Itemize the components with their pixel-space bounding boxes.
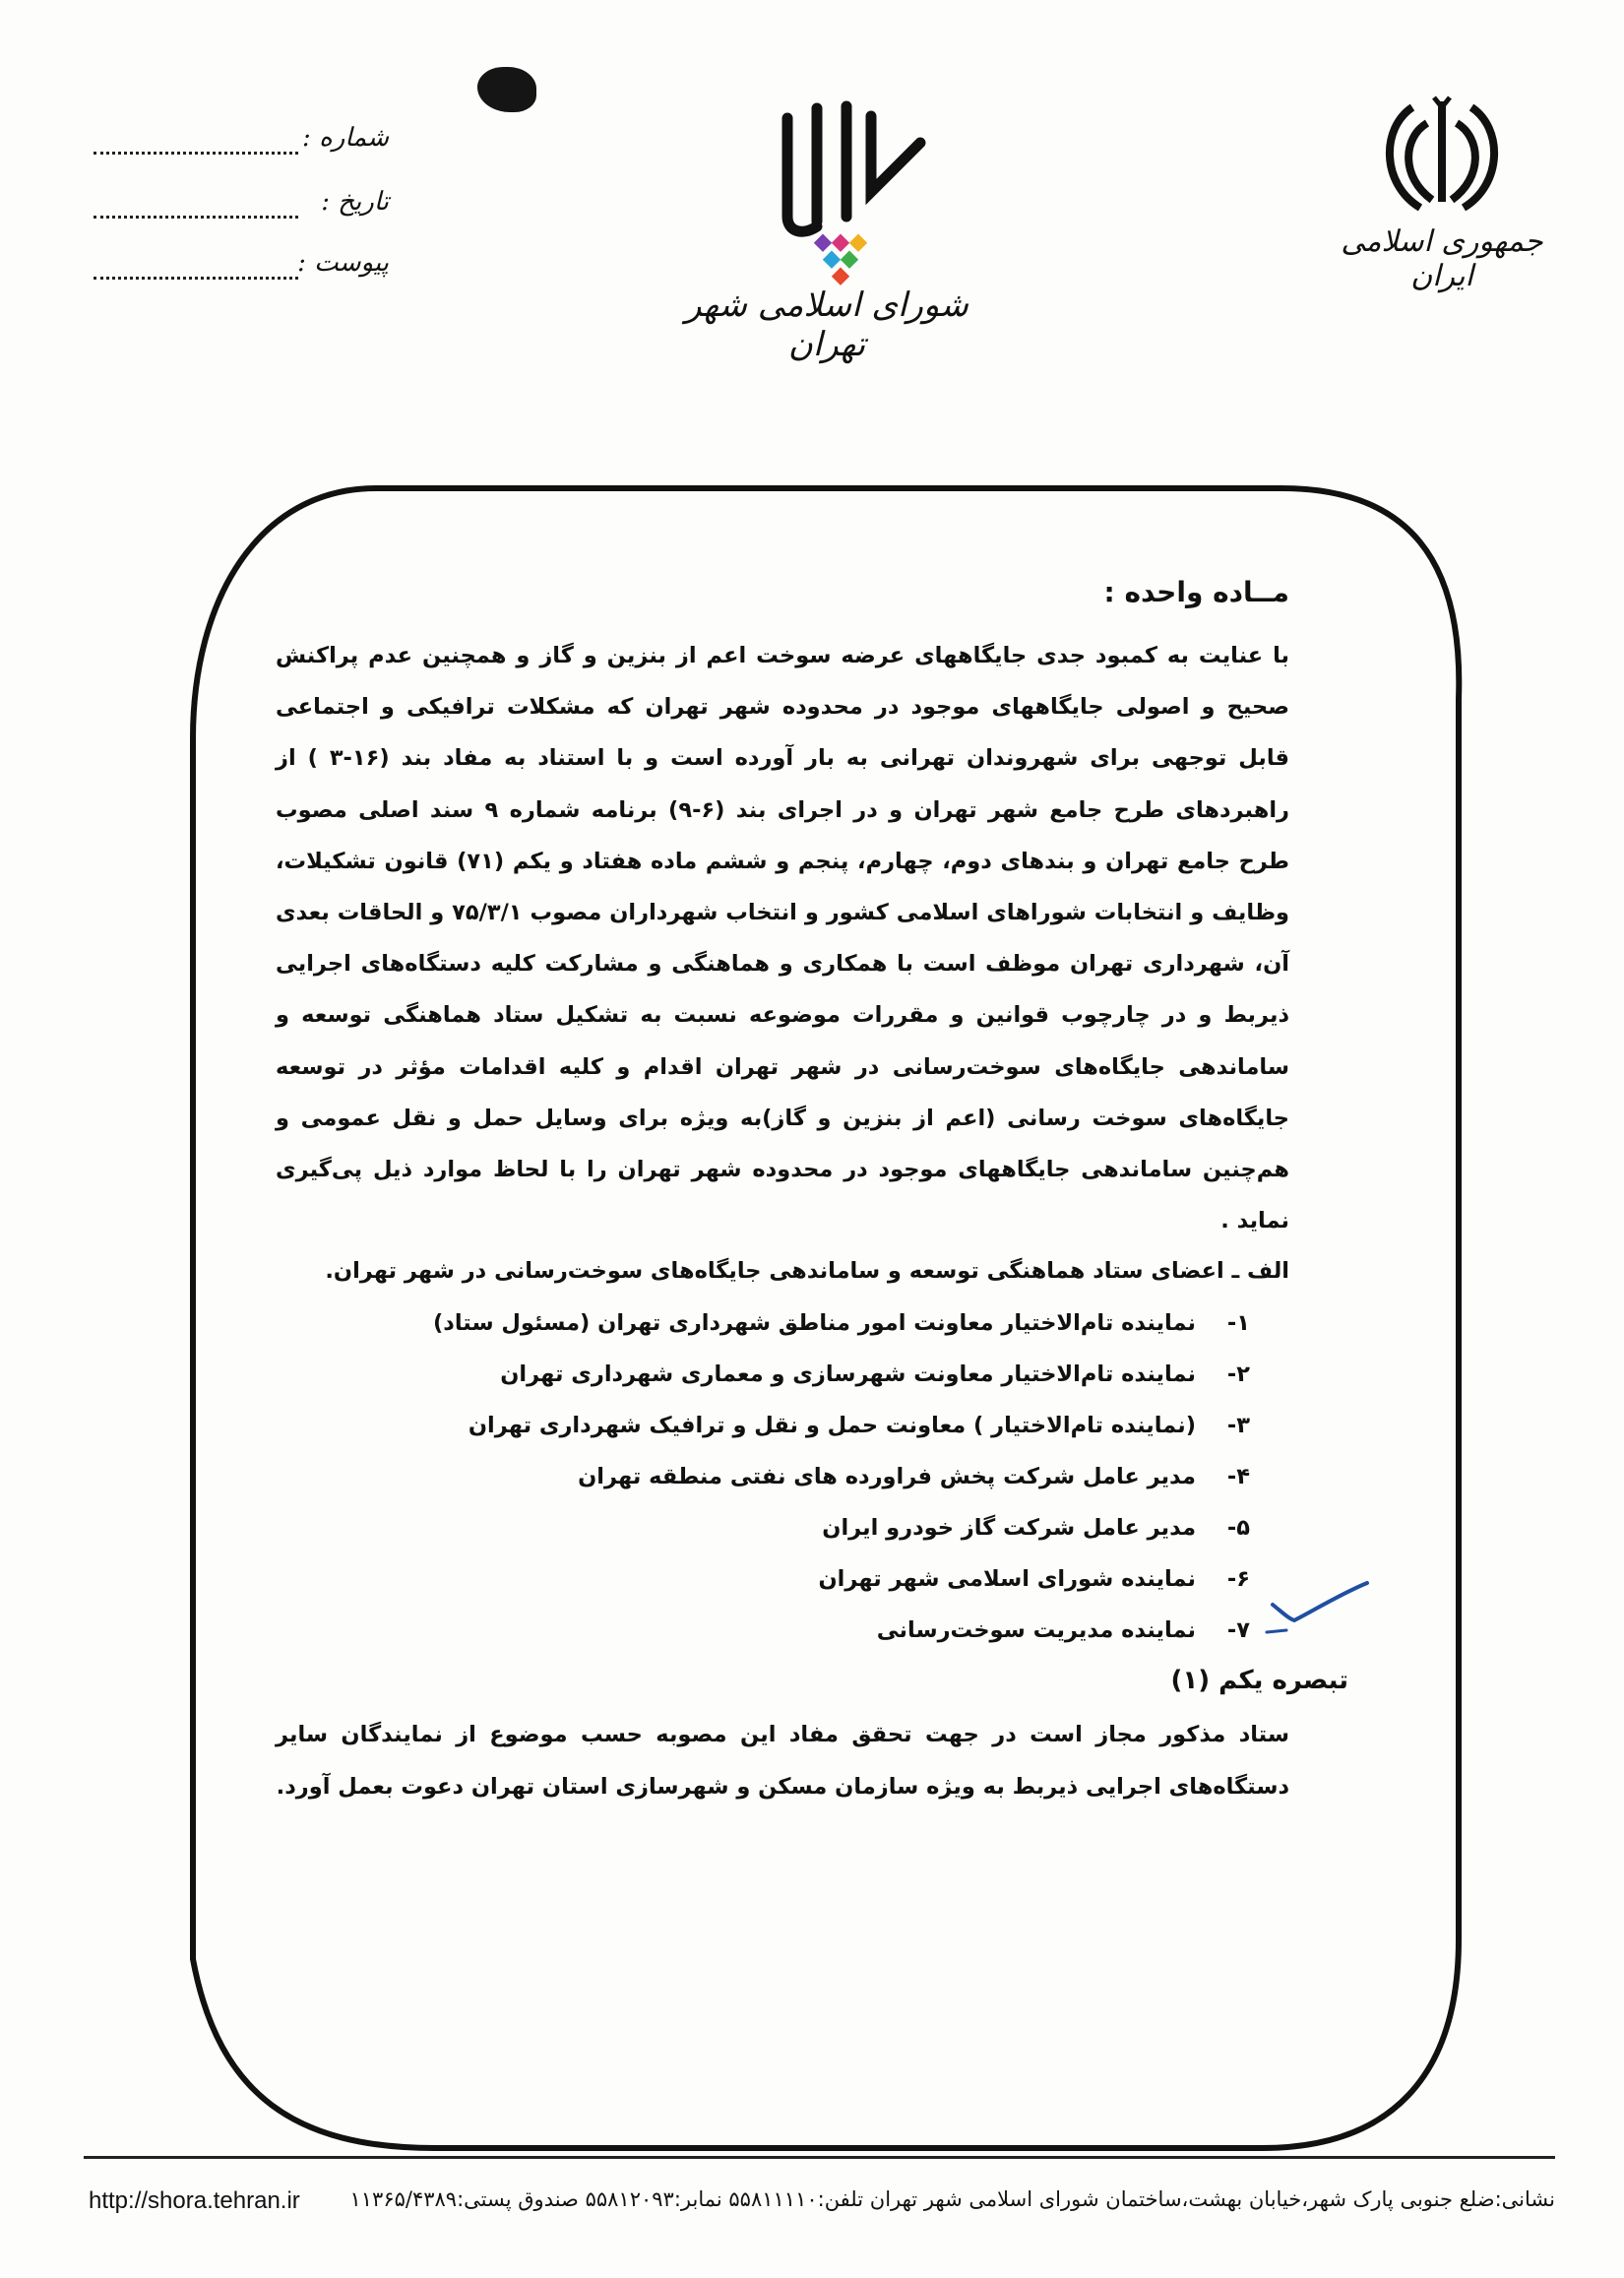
list-item: ۴-مدیر عامل شرکت پخش فراورده های نفتی منطقه تهران	[578, 1464, 1250, 1490]
tehran-council-logo-icon	[748, 98, 935, 285]
list-item: ۶-نماینده شورای اسلامی شهر تهران	[818, 1566, 1250, 1593]
list-item: ۵-مدیر عامل شرکت گاز خودرو ایران	[822, 1515, 1250, 1542]
letter-number-label: شماره :	[302, 123, 389, 153]
intro-paragraph: با عنایت به کمبود جدی جایگاههای عرضه سوخت اعم از بنزین و گاز و همچنین عدم پراکنش صحیح و اصولی جایگاههای موجود در محدوده شهر تهران که مشکلات ترافیکی و اجتماعی قابل توجهی برای شهروندان تهرانی به بار آورده است و با استناد به مفاد بند (۱۶-۳ ) از راهبردهای طرح جامع شهر تهران و در اجرای بند (۶-۹) برنامه شماره ۹ سند اصلی مصوب طرح جامع تهران و بندهای دوم، چهارم، پنجم و ششم ماده هفتاد و یکم (۷۱) قانون تشکیلات، وظایف و انتخابات شوراهای اسلامی کشور و انتخاب شهرداران مصوب ۷۵/۳/۱ و الحاقات بعدی آن، شهرداری تهران موظف است با همکاری و هماهنگی و مشارکت کلیه دستگاه‌های اجرایی ذیربط و در چارچوب قوانین و مقررات موضوعه نسبت به تشکیل ستاد هماهنگی توسعه و ساماندهی جایگاه‌های سوخت‌رسانی در شهر تهران اقدام و کلیه اقدامات مؤثر در توسعه جایگاه‌های سوخت رسانی (اعم از بنزین و گاز)به ویژه برای وسایل حمل و نقل عمومی و هم‌چنین ساماندهی جایگاههای موجود در محدوده شهر تهران را با لحاظ موارد ذیل پی‌گیری نماید .	[276, 643, 1289, 1234]
letter-number-field	[94, 123, 389, 162]
footer-address: نشانی:ضلع جنوبی پارک شهر،خیابان بهشت،ساختمان شورای اسلامی شهر تهران تلفن:۵۵۸۱۱۱۱۰ نمابر:۵۵۸۱۲۰۹۳ صندوق پستی:۱۱۳۶۵/۴۳۸۹	[349, 2187, 1555, 2211]
resolution-content	[276, 576, 1348, 1812]
list-item: ۲-نماینده تام‌الاختیار معاونت شهرسازی و معماری شهرداری تهران	[500, 1361, 1250, 1388]
letter-attachment-field	[94, 248, 389, 287]
list-item: ۷-نماینده مدیریت سوخت‌رسانی	[876, 1617, 1250, 1644]
dotted-line	[94, 152, 298, 155]
resolution-heading: مــاده واحده :	[1103, 576, 1289, 608]
letter-date-label: تاریخ :	[321, 187, 389, 217]
dotted-line	[94, 216, 298, 219]
note-title: تبصره یکم (۱)	[1170, 1666, 1348, 1696]
dotted-line	[94, 277, 298, 280]
iran-emblem-icon	[1373, 94, 1511, 212]
letter-attachment-label: پیوست :	[297, 248, 389, 278]
emblem-caption: جمهوری اسلامی ایران	[1341, 224, 1543, 293]
footer-website-link[interactable]: http://shora.tehran.ir	[89, 2187, 300, 2214]
footer-divider	[84, 2156, 1555, 2159]
section-a-title: الف ـ اعضای ستاد هماهنگی توسعه و ساماندهی جایگاه‌های سوخت‌رسانی در شهر تهران.	[325, 1258, 1289, 1285]
ink-spot	[477, 67, 536, 112]
letter-date-field	[94, 187, 389, 226]
logo-caption: شورای اسلامی شهر تهران	[685, 285, 968, 364]
list-item: ۱-نماینده تام‌الاختیار معاونت امور مناطق شهرداری تهران (مسئول ستاد)	[432, 1310, 1250, 1337]
members-list	[276, 1297, 1289, 1656]
list-item: ۳-(نماینده تام‌الاختیار ) معاونت حمل و نقل و ترافیک شهرداری تهران	[468, 1413, 1250, 1439]
handwritten-checkmark-icon	[1265, 1575, 1373, 1644]
note-paragraph: ستاد مذکور مجاز است در جهت تحقق مفاد این مصوبه حسب موضوع از نمایندگان سایر دستگاه‌های اجرایی ذیربط به ویژه سازمان مسکن و شهرسازی استان تهران دعوت بعمل آورد.	[276, 1722, 1289, 1800]
